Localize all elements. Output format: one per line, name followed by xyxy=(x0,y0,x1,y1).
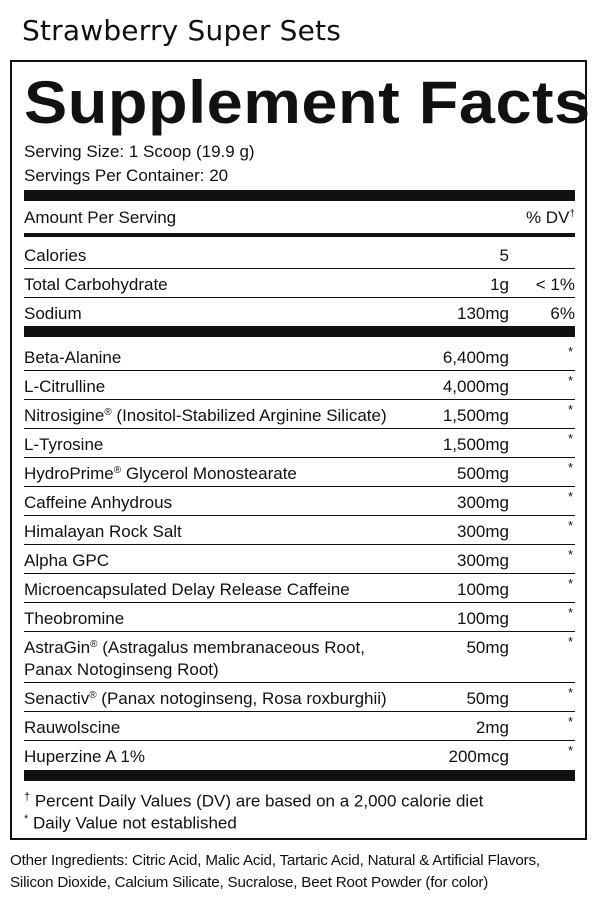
row-amount: 100mg xyxy=(457,580,509,599)
row-amount: 500mg xyxy=(457,464,509,483)
row-divider xyxy=(24,515,575,516)
row-label: Huperzine A 1% xyxy=(24,747,145,766)
percent-dv-label: % DV† xyxy=(525,208,575,227)
row-amount: 2mg xyxy=(475,718,509,737)
row-amount: 6,400mg xyxy=(442,348,509,367)
row-dv: 6% xyxy=(550,304,575,323)
row-divider xyxy=(24,573,575,574)
row-divider xyxy=(24,602,575,603)
row-divider xyxy=(24,428,575,429)
row-label: Beta-Alanine xyxy=(24,348,122,367)
row-label: Caffeine Anhydrous xyxy=(24,493,173,512)
row-amount: 50mg xyxy=(466,638,509,657)
registered-mark: ® xyxy=(104,407,112,418)
row-divider xyxy=(24,399,575,400)
row-label: HydroPrime® Glycerol Monostearate xyxy=(24,464,297,483)
row-label: Alpha GPC xyxy=(24,551,110,570)
row-amount: 1,500mg xyxy=(442,406,509,425)
row-amount: 100mg xyxy=(457,609,509,628)
row-amount: 130mg xyxy=(457,304,509,323)
row-label: Senactiv® (Panax notoginseng, Rosa roxburghii) xyxy=(24,689,387,708)
registered-mark: ® xyxy=(90,639,98,650)
row-dv: * xyxy=(567,489,573,504)
row-label: L-Tyrosine xyxy=(24,435,104,454)
other-ingredients xyxy=(10,850,598,894)
row-amount: 300mg xyxy=(457,493,509,512)
registered-mark: ® xyxy=(113,465,122,476)
row-dv: * xyxy=(567,518,573,533)
row-amount: 1,500mg xyxy=(442,435,509,454)
row-label: Total Carbohydrate xyxy=(24,275,168,294)
supplement-facts-panel xyxy=(10,60,591,840)
row-divider xyxy=(24,682,575,683)
row-label: Rauwolscine xyxy=(24,718,121,737)
medium-divider xyxy=(24,233,575,237)
row-dv: * xyxy=(567,743,573,758)
row-label: Calories xyxy=(24,246,87,265)
thick-divider xyxy=(24,326,575,337)
row-dv: * xyxy=(567,373,573,388)
row-divider xyxy=(24,711,575,712)
row-label: Himalayan Rock Salt xyxy=(24,522,182,541)
row-amount: 5 xyxy=(499,246,509,265)
row-amount: 300mg xyxy=(457,522,509,541)
footnote-star: * Daily Value not established xyxy=(24,813,237,833)
row-divider xyxy=(24,486,575,487)
row-dv: * xyxy=(567,402,573,417)
row-label: Microencapsulated Delay Release Caffeine xyxy=(24,580,350,599)
row-amount: 1g xyxy=(490,275,509,294)
row-dv: * xyxy=(567,547,573,562)
footnote-dv: † Percent Daily Values (DV) are based on a 2,000 calorie diet xyxy=(24,791,484,811)
thick-divider xyxy=(24,770,575,781)
amount-per-serving-label: Amount Per Serving xyxy=(24,208,177,227)
row-amount: 4,000mg xyxy=(442,377,509,396)
row-divider xyxy=(24,370,575,371)
thick-divider xyxy=(24,190,575,201)
row-label: L-Citrulline xyxy=(24,377,106,396)
row-label-line-2: Panax Notoginseng Root) xyxy=(24,660,219,679)
row-label: Nitrosigine® (Inositol-Stabilized Arginine Silicate) xyxy=(24,406,387,425)
serving-size: Serving Size: 1 Scoop (19.9 g) xyxy=(24,142,255,161)
row-divider xyxy=(24,740,575,741)
registered-mark: ® xyxy=(89,690,97,701)
row-dv: * xyxy=(567,460,573,475)
row-dv: * xyxy=(567,685,573,700)
row-divider xyxy=(24,457,575,458)
servings-per-container: Servings Per Container: 20 xyxy=(24,166,229,185)
row-amount: 200mcg xyxy=(448,747,509,766)
product-title: Strawberry Super Sets xyxy=(22,14,342,47)
row-dv: * xyxy=(567,605,573,620)
row-divider xyxy=(24,268,575,269)
row-label: AstraGin® (Astragalus membranaceous Root, xyxy=(24,638,365,657)
row-divider xyxy=(24,297,575,298)
row-dv: < 1% xyxy=(535,275,575,294)
row-amount: 50mg xyxy=(466,689,509,708)
row-label: Sodium xyxy=(24,304,82,323)
row-dv: * xyxy=(567,714,573,729)
row-dv: * xyxy=(567,431,573,446)
row-label: Theobromine xyxy=(24,609,125,628)
other-ingredients-line-2: Silicon Dioxide, Calcium Silicate, Sucralose, Beet Root Powder (for color) xyxy=(10,874,489,891)
row-dv: * xyxy=(567,576,573,591)
row-amount: 300mg xyxy=(457,551,509,570)
row-dv: * xyxy=(567,634,573,649)
row-dv: * xyxy=(567,344,573,359)
other-ingredients-line-1: Other Ingredients: Citric Acid, Malic Acid, Tartaric Acid, Natural & Artificial Flavors, xyxy=(10,852,540,869)
row-divider xyxy=(24,631,575,632)
supplement-facts-heading: Supplement Facts xyxy=(24,69,591,136)
row-divider xyxy=(24,544,575,545)
